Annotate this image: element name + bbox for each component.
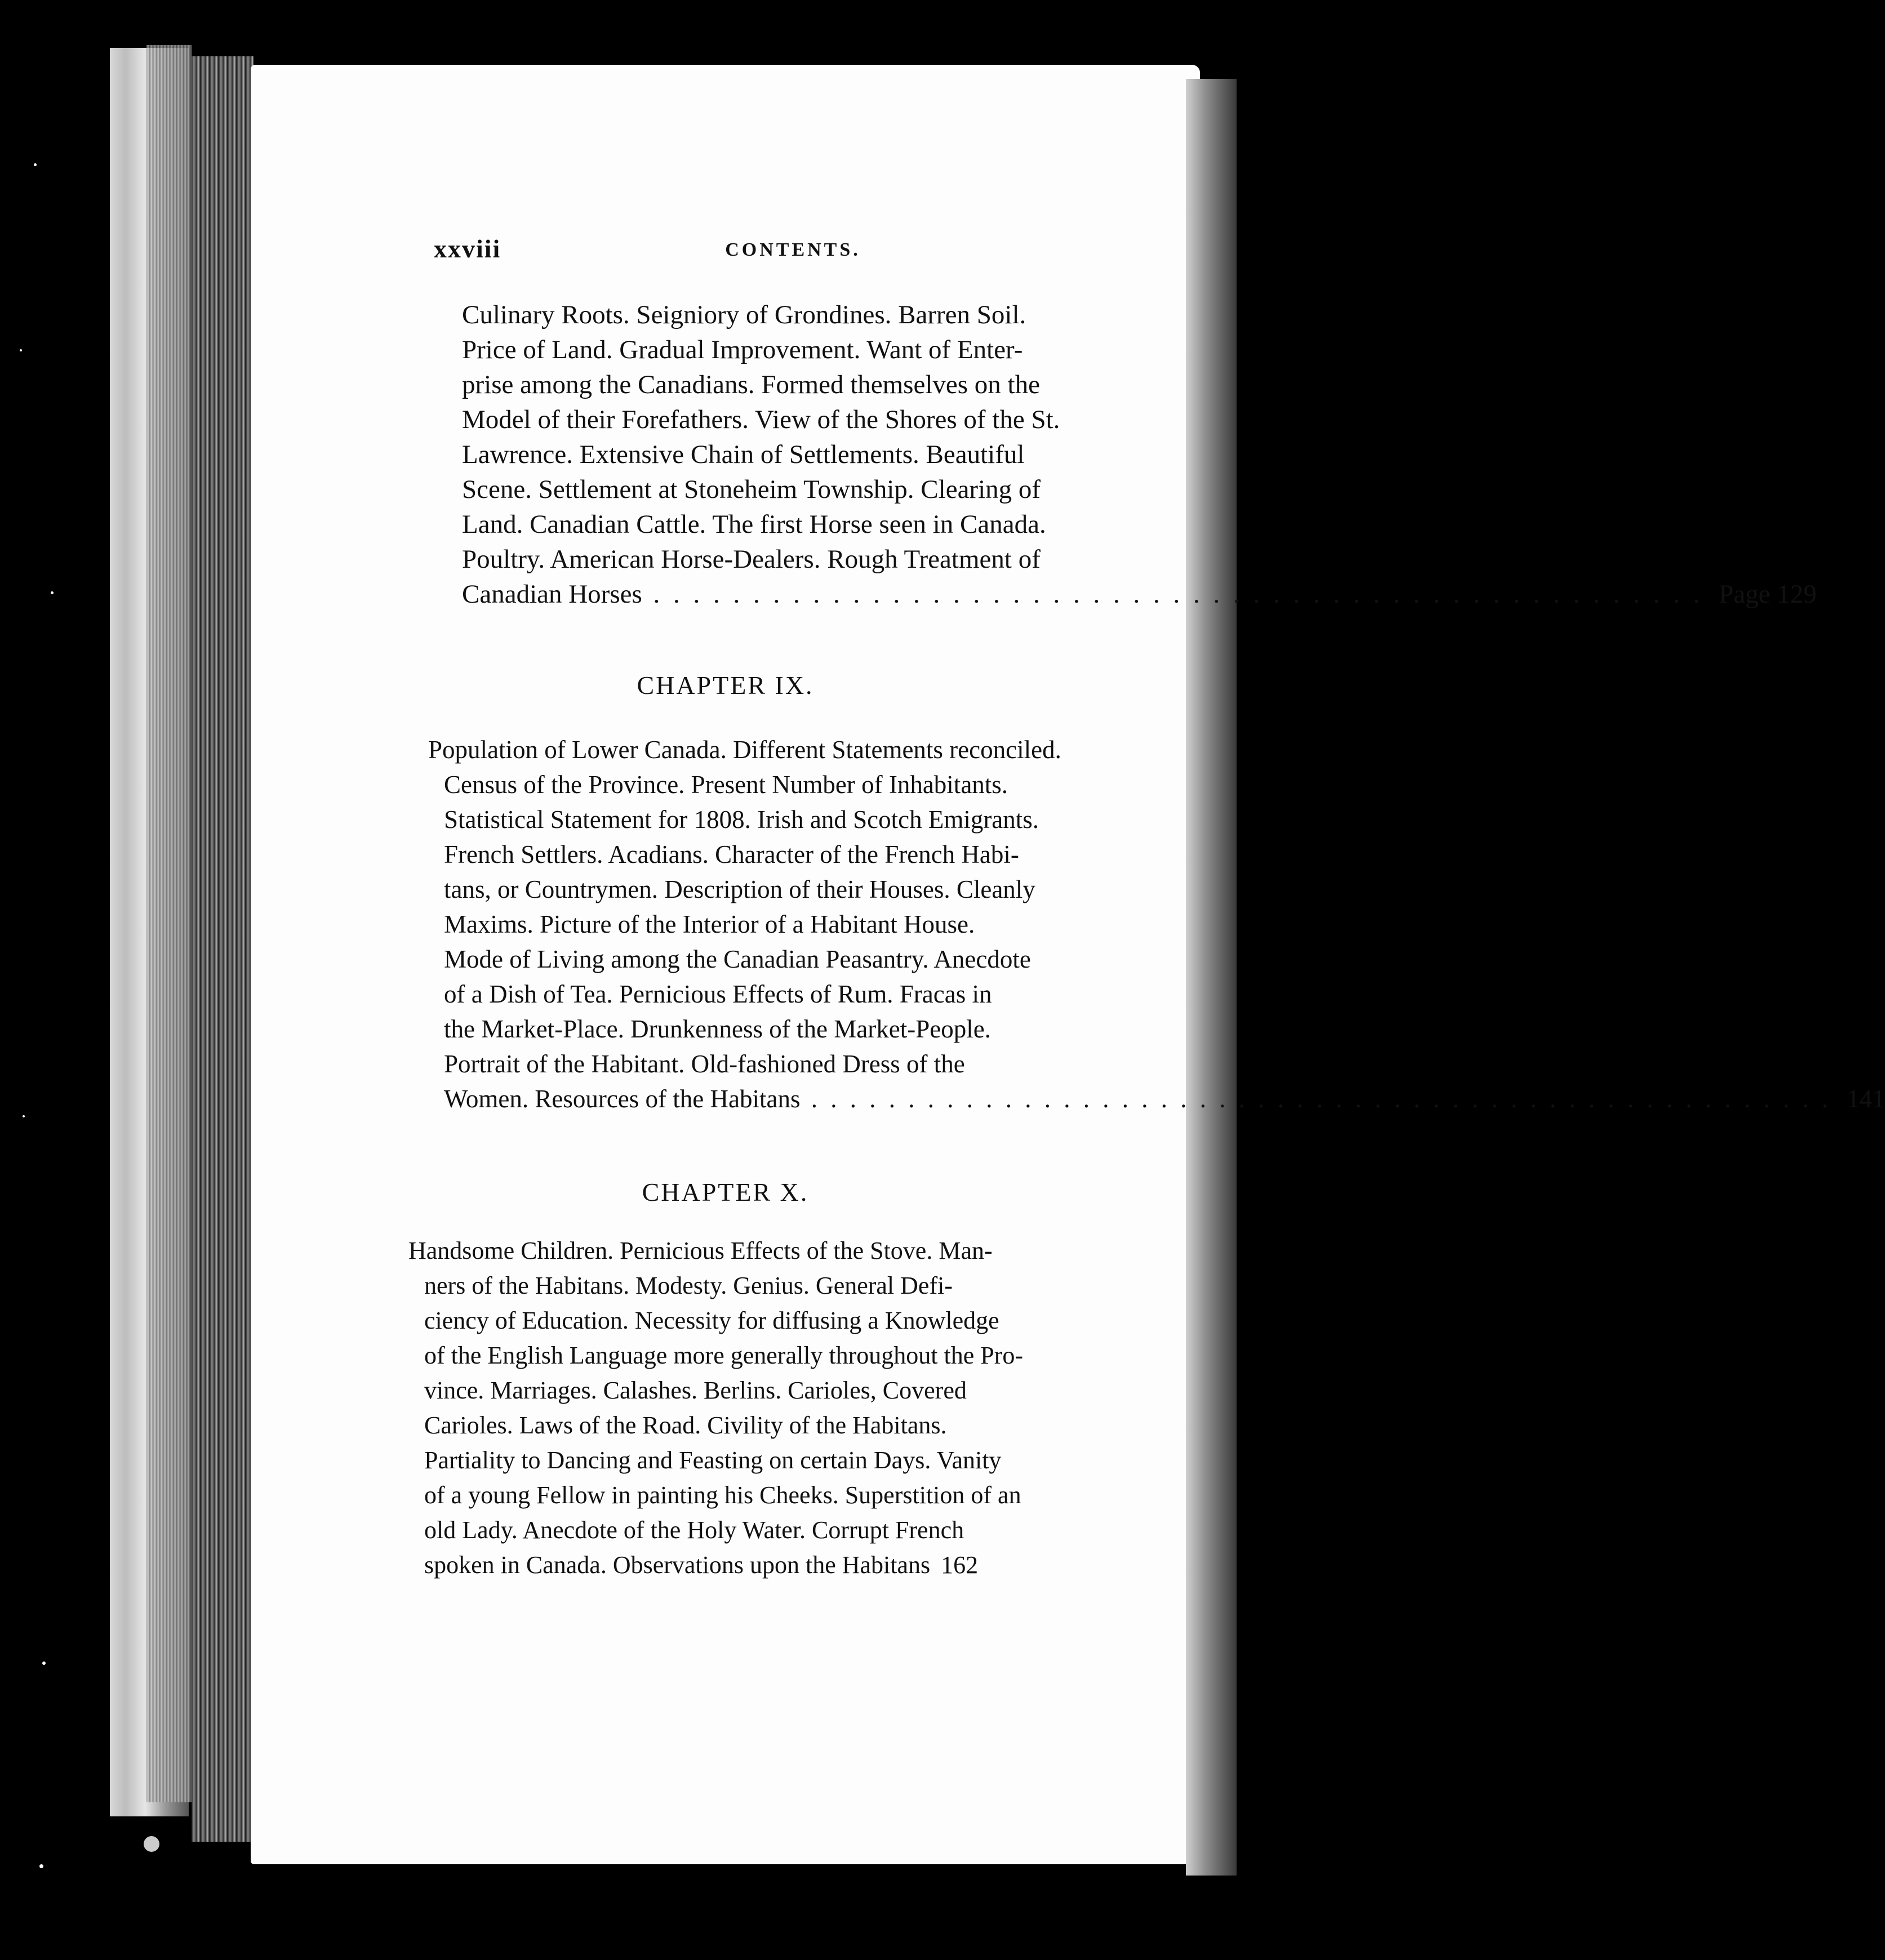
entry-last-line: [428, 1081, 1885, 1116]
dot-leader: [649, 580, 1708, 609]
entry-line: the Market-Place. Drunkenness of the Market-People.: [444, 1015, 991, 1043]
entry-line: of a young Fellow in painting his Cheeks. Superstition of an: [424, 1481, 1021, 1509]
entry-line: Price of Land. Gradual Improvement. Want of Enter-: [462, 335, 1023, 364]
entry-line: ners of the Habitans. Modesty. Genius. General Defi-: [424, 1272, 953, 1299]
entry-line: French Settlers. Acadians. Character of the French Habi-: [444, 840, 1019, 868]
contents-entry-chapter-viii: [462, 297, 1817, 612]
page-reference: Page 129: [1719, 580, 1817, 609]
dot-leader: [807, 1085, 1836, 1113]
entry-line: Women. Resources of the Habitans: [444, 1085, 801, 1113]
entry-line: Carioles. Laws of the Road. Civility of the Habitans.: [424, 1411, 947, 1439]
entry-line: ciency of Education. Necessity for diffusing a Knowledge: [424, 1307, 999, 1334]
entry-line: tans, or Countrymen. Description of their Houses. Cleanly: [444, 875, 1035, 903]
entry-line: Census of the Province. Present Number of Inhabitants.: [444, 770, 1008, 799]
chapter-heading: CHAPTER X.: [642, 1178, 809, 1206]
entry-line: of a Dish of Tea. Pernicious Effects of Rum. Fracas in: [444, 980, 992, 1008]
entry-line: Poultry. American Horse-Dealers. Rough Treatment of: [462, 545, 1041, 574]
book-binding: [192, 56, 254, 1842]
entry-line: Model of their Forefathers. View of the Shores of the St.: [462, 405, 1060, 434]
entry-line: Portrait of the Habitant. Old-fashioned Dress of the: [444, 1050, 965, 1078]
entry-line: Canadian Horses: [462, 580, 642, 609]
page-reference: 141: [1847, 1085, 1885, 1113]
entry-line: Culinary Roots. Seigniory of Grondines. Barren Soil.: [462, 300, 1026, 329]
entry-line: of the English Language more generally throughout the Pro-: [424, 1342, 1024, 1369]
chapter-heading: CHAPTER IX.: [637, 671, 814, 700]
running-header: [434, 234, 1152, 268]
entry-line: old Lady. Anecdote of the Holy Water. Corrupt French: [424, 1516, 964, 1544]
entry-last-line: [408, 1548, 1130, 1583]
facing-page-edge: [1186, 79, 1237, 1876]
entry-line: Handsome Children. Pernicious Effects of the Stove. Man-: [408, 1237, 993, 1264]
entry-last-line: [462, 577, 1817, 612]
contents-entry-chapter-ix: [428, 732, 1885, 1116]
entry-line: Partiality to Dancing and Feasting on certain Days. Vanity: [424, 1446, 1002, 1474]
entry-line: prise among the Canadians. Formed themselves on the: [462, 370, 1040, 399]
page-number: xxviii: [434, 234, 501, 263]
entry-line: Lawrence. Extensive Chain of Settlements. Beautiful: [462, 440, 1025, 469]
entry-line: Land. Canadian Cattle. The first Horse seen in Canada.: [462, 510, 1046, 539]
entry-line: Population of Lower Canada. Different Statements reconciled.: [428, 736, 1061, 764]
entry-line: vince. Marriages. Calashes. Berlins. Carioles, Covered: [424, 1377, 967, 1404]
entry-line: spoken in Canada. Observations upon the Habitans: [424, 1551, 931, 1579]
running-title: CONTENTS.: [725, 239, 861, 260]
entry-line: Maxims. Picture of the Interior of a Habitant House.: [444, 910, 975, 938]
entry-line: Scene. Settlement at Stoneheim Township. Clearing of: [462, 475, 1041, 504]
contents-entry-chapter-x: [408, 1233, 1130, 1583]
book-page-edges-texture: [146, 45, 192, 1802]
entry-line: Statistical Statement for 1808. Irish and Scotch Emigrants.: [444, 805, 1039, 834]
entry-line: Mode of Living among the Canadian Peasantry. Anecdote: [444, 945, 1031, 973]
page-reference: 162: [941, 1551, 979, 1579]
